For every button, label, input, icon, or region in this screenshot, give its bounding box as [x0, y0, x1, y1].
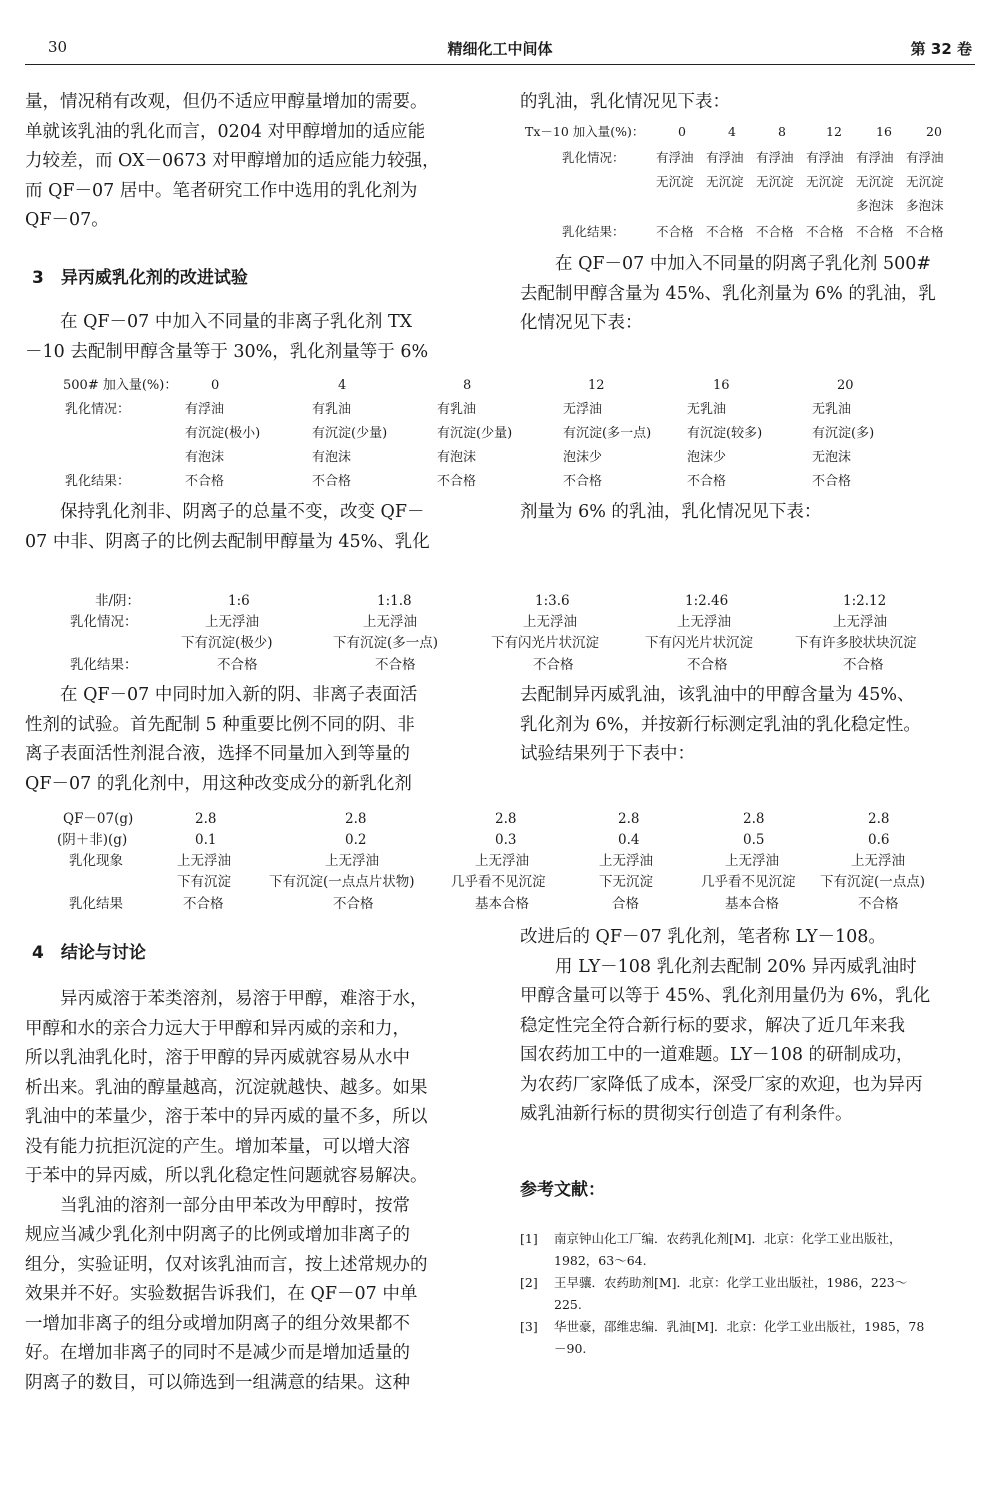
table-cell: 无沉淀 — [806, 174, 844, 189]
text-line: 量，情况稍有改观，但仍不适应甲醇量增加的需要。 — [25, 92, 428, 112]
table-cell: 8 — [463, 378, 472, 393]
table-cell: 上无浮油 — [177, 853, 231, 869]
table-cell: 下有沉淀 — [177, 874, 231, 890]
table-cell: 不合格 — [687, 657, 728, 673]
table-cell: 0 — [211, 378, 220, 393]
header-rule — [25, 64, 975, 65]
table-cell: 1:3.6 — [535, 593, 570, 609]
table-cell: 不合格 — [856, 224, 894, 239]
table-cell: 不合格 — [858, 896, 899, 912]
table-cell: 1:6 — [228, 593, 250, 609]
section-3-paragraph — [25, 308, 478, 367]
table-cell: 基本合格 — [475, 896, 529, 912]
table-cell: 1:2.46 — [685, 593, 729, 609]
table-cell: 20 — [837, 378, 854, 393]
reference-text: －90. — [554, 1341, 587, 1356]
table-ratio — [25, 590, 975, 680]
table-cell: 不合格 — [812, 474, 852, 489]
table-cell: 上无浮油 — [363, 614, 417, 630]
table-cell: 0.3 — [495, 832, 517, 848]
table-cell: 不合格 — [217, 657, 258, 673]
ratio-paragraph-right — [520, 498, 973, 528]
table-cell: 2.8 — [345, 811, 367, 827]
table-cell: 不合格 — [375, 657, 416, 673]
table-cell: 不合格 — [706, 224, 744, 239]
table-cell: 多泡沫 — [906, 198, 944, 213]
text-line: QF－07 的乳化剂中，用这种改变成分的新乳化剂 — [25, 773, 412, 794]
table-cell: 2.8 — [868, 811, 890, 827]
text-line: 乳化剂为 6%，并按新行标测定乳油的乳化稳定性。 — [520, 714, 921, 735]
table-cell: 下有许多胶状块沉淀 — [795, 635, 917, 651]
reference-text: 225. — [554, 1297, 582, 1312]
text-line: 在 QF－07 中同时加入新的阴、非离子表面活 — [25, 685, 418, 705]
text-line: 规应当减少乳化剂中阴离子的比例或增加非离子的 — [25, 1225, 410, 1245]
text-line: 威乳油新行标的贯彻实行创造了有利条件。 — [520, 1104, 853, 1124]
volume-label: 第 32 卷 — [910, 40, 972, 58]
table-qf07-mix — [25, 808, 975, 918]
table-cell: 有泡沫 — [312, 450, 352, 465]
table-cell: 有乳油 — [312, 402, 352, 417]
table-cell: 不合格 — [756, 224, 794, 239]
table-cell: 上无浮油 — [851, 853, 905, 869]
table-cell: 4 — [728, 124, 736, 139]
reference-text: 华世豪，邵维忠编．乳油[M]．北京：化学工业出版社，1985，78 — [554, 1319, 925, 1334]
table-cell: 0.4 — [618, 832, 640, 848]
text-line: 保持乳化剂非、阴离子的总量不变，改变 QF－ — [25, 502, 425, 522]
table-cell: 泡沫少 — [563, 450, 603, 465]
text-line: 甲醇和水的亲合力远大于甲醇和异丙威的亲和力， — [25, 1018, 410, 1039]
text-line: 去配制异丙威乳油，该乳油中的甲醇含量为 45%、 — [520, 685, 915, 705]
text-line: 甲醇含量可以等于 45%、乳化剂用量仍为 6%，乳化 — [520, 986, 931, 1006]
text-line: 去配制甲醇含量为 45%、乳化剂量为 6% 的乳油，乳 — [520, 283, 936, 304]
text-line: 阴离子的数目，可以筛选到一组满意的结果。这种 — [25, 1372, 410, 1393]
table-500 — [25, 374, 975, 494]
text-line: 在 QF－07 中加入不同量的阴离子乳化剂 500# — [520, 254, 932, 274]
section-4-heading: 4 结论与讨论 — [32, 943, 146, 963]
reference-list — [520, 1228, 975, 1360]
text-line: 于苯中的异丙威，所以乳化稳定性问题就容易解决。 — [25, 1166, 428, 1186]
table-cell: 无乳油 — [812, 402, 852, 417]
section-3-heading: 3 异丙威乳化剂的改进试验 — [32, 268, 248, 288]
table-cell: 无浮油 — [563, 402, 603, 417]
table-cell: 下有闪光片状沉淀 — [491, 635, 599, 651]
mix-paragraph-left — [25, 681, 478, 799]
text-line: －10 去配制甲醇含量等于 30%，乳化剂量等于 6% — [25, 341, 429, 362]
table-cell: 上无浮油 — [325, 853, 379, 869]
table-cell: 合格 — [612, 896, 639, 912]
reference-text: 王早骧．农药助剂[M]．北京：化学工业出版社，1986，223～ — [554, 1275, 908, 1290]
table-cell: 无沉淀 — [906, 174, 944, 189]
table-cell: 几乎看不见沉淀 — [701, 874, 796, 890]
reference-item — [520, 1228, 975, 1272]
table-cell: 不合格 — [333, 896, 374, 912]
row-label: 乳化现象 — [69, 853, 123, 869]
text-line: QF－07。 — [25, 210, 109, 230]
table-cell: 不合格 — [656, 224, 694, 239]
references-heading: 参考文献： — [520, 1180, 605, 1200]
row-label: 非/阴： — [95, 593, 141, 609]
table-cell: 12 — [826, 124, 842, 139]
table-cell: 有浮油 — [706, 150, 744, 165]
text-line: 效果并不好。实验数据告诉我们，在 QF－07 中单 — [25, 1284, 418, 1304]
table-tx10 — [520, 120, 980, 245]
text-line: 剂量为 6% 的乳油，乳化情况见下表： — [520, 502, 822, 522]
table-cell: 上无浮油 — [833, 614, 887, 630]
text-line: 乳油中的苯量少，溶于苯中的异丙威的量不多，所以 — [25, 1107, 428, 1127]
table-cell: 上无浮油 — [725, 853, 779, 869]
table-cell: 下有闪光片状沉淀 — [645, 635, 753, 651]
table-cell: 有沉淀(多一点) — [563, 426, 652, 441]
section-4-left — [25, 985, 478, 1398]
table-cell: 不合格 — [687, 474, 727, 489]
table-cell: 不合格 — [563, 474, 603, 489]
text-line: 单就该乳油的乳化而言，0204 对甲醇增加的适应能 — [25, 121, 426, 142]
row-label: 乳化情况： — [562, 150, 625, 165]
table-cell: 0.2 — [345, 832, 367, 848]
text-line: 好。在增加非离子的同时不是减少而是增加适量的 — [25, 1343, 410, 1363]
text-line: 稳定性完全符合新行标的要求，解决了近几年来我 — [520, 1015, 905, 1036]
text-line: 当乳油的溶剂一部分由甲苯改为甲醇时，按常 — [25, 1195, 410, 1216]
table-cell: 有浮油 — [656, 150, 694, 165]
table-cell: 不合格 — [312, 474, 352, 489]
text-line: 异丙威溶于苯类溶剂，易溶于甲醇，难溶于水， — [25, 989, 428, 1009]
text-line: 的乳油，乳化情况见下表： — [520, 92, 730, 112]
table-cell: 2.8 — [495, 811, 517, 827]
text-line: 而 QF－07 居中。笔者研究工作中选用的乳化剂为 — [25, 180, 418, 201]
table-cell: 下无沉淀 — [599, 874, 653, 890]
text-line: 组分，实验证明，仅对该乳油而言，按上述常规办的 — [25, 1254, 428, 1275]
table-cell: 2.8 — [195, 811, 217, 827]
table-cell: 多泡沫 — [856, 198, 894, 213]
table-cell: 无沉淀 — [756, 174, 794, 189]
reference-text: 南京钟山化工厂编．农药乳化剂[M]．北京：化学工业出版社， — [554, 1231, 902, 1246]
table-cell: 12 — [588, 378, 605, 393]
text-line: 改进后的 QF－07 乳化剂，笔者称 LY－108。 — [520, 927, 886, 947]
table-cell: 无沉淀 — [706, 174, 744, 189]
table-cell: 不合格 — [437, 474, 477, 489]
text-line: 一增加非离子的组分或增加阴离子的组分效果都不 — [25, 1313, 410, 1334]
table-cell: 几乎看不见沉淀 — [451, 874, 546, 890]
text-line: 07 中非、阴离子的比例去配制甲醇量为 45%、乳化 — [25, 531, 430, 552]
table-cell: 20 — [926, 124, 942, 139]
text-line: 化情况见下表： — [520, 313, 643, 333]
reference-number: [1] — [520, 1231, 538, 1246]
left-column-top-paragraph — [25, 88, 478, 236]
row-label: 500# 加入量(%)： — [63, 378, 178, 393]
table-cell: 有浮油 — [856, 150, 894, 165]
table-cell: 0 — [678, 124, 686, 139]
text-line: 在 QF－07 中加入不同量的非离子乳化剂 TX — [25, 312, 413, 332]
reference-text: 1982，63～64. — [554, 1253, 647, 1268]
table-cell: 有浮油 — [185, 402, 225, 417]
table-cell: 4 — [338, 378, 347, 393]
table-cell: 不合格 — [533, 657, 574, 673]
section-4-right — [520, 923, 973, 1130]
table-cell: 不合格 — [185, 474, 225, 489]
right-paragraph-500 — [520, 250, 973, 339]
row-label: (阴＋非)(g) — [57, 832, 128, 848]
row-label: 乳化结果： — [70, 657, 138, 673]
right-column-top-text — [520, 88, 973, 118]
page-number: 30 — [48, 38, 68, 56]
text-line: 所以乳油乳化时，溶于甲醇的异丙威就容易从水中 — [25, 1048, 410, 1068]
table-cell: 0.1 — [195, 832, 217, 848]
table-cell: 8 — [778, 124, 786, 139]
table-cell: 上无浮油 — [523, 614, 577, 630]
mix-paragraph-right — [520, 681, 973, 770]
table-cell: 有浮油 — [756, 150, 794, 165]
text-line: 离子表面活性剂混合液，选择不同量加入到等量的 — [25, 744, 410, 764]
table-cell: 无沉淀 — [856, 174, 894, 189]
text-line: 试验结果列于下表中： — [520, 744, 695, 764]
row-label: QF－07(g) — [63, 811, 134, 827]
table-cell: 下有沉淀(多一点) — [333, 635, 439, 651]
table-cell: 16 — [876, 124, 892, 139]
row-label: 乳化情况： — [70, 614, 138, 630]
text-line: 析出来。乳油的醇量越高，沉淀就越快、越多。如果 — [25, 1077, 428, 1098]
table-cell: 0.6 — [868, 832, 890, 848]
table-cell: 有沉淀(少量) — [437, 426, 513, 441]
table-cell: 基本合格 — [725, 896, 779, 912]
table-cell: 上无浮油 — [475, 853, 529, 869]
text-line: 为农药厂家降低了成本，深受厂家的欢迎，也为异丙 — [520, 1074, 923, 1095]
reference-number: [2] — [520, 1275, 538, 1290]
table-cell: 1:1.8 — [377, 593, 412, 609]
table-cell: 无沉淀 — [656, 174, 694, 189]
table-cell: 0.5 — [743, 832, 765, 848]
row-label: 乳化结果： — [65, 474, 131, 489]
reference-item — [520, 1316, 975, 1360]
table-cell: 1:2.12 — [843, 593, 887, 609]
table-cell: 2.8 — [743, 811, 765, 827]
table-cell: 有乳油 — [437, 402, 477, 417]
text-line: 没有能力抗拒沉淀的产生。增加苯量，可以增大溶 — [25, 1136, 410, 1157]
ratio-paragraph-left — [25, 498, 478, 557]
table-cell: 不合格 — [843, 657, 884, 673]
table-cell: 有沉淀(较多) — [687, 426, 763, 441]
table-cell: 下有沉淀(一点点片状物) — [269, 874, 415, 890]
reference-number: [3] — [520, 1319, 538, 1334]
table-cell: 有沉淀(少量) — [312, 426, 388, 441]
table-cell: 无泡沫 — [812, 450, 852, 465]
table-cell: 下有沉淀(一点点) — [820, 874, 926, 890]
table-cell: 下有沉淀(极少) — [181, 635, 273, 651]
row-label: Tx－10 加入量(%)： — [525, 124, 645, 139]
table-cell: 不合格 — [906, 224, 944, 239]
text-line: 力较差，而 OX－0673 对甲醇增加的适应能力较强， — [25, 151, 440, 171]
table-cell: 16 — [713, 378, 730, 393]
table-cell: 上无浮油 — [205, 614, 259, 630]
row-label: 乳化结果 — [69, 896, 123, 912]
table-cell: 有泡沫 — [437, 450, 477, 465]
text-line: 国农药加工中的一道难题。LY－108 的研制成功， — [520, 1045, 914, 1065]
row-label: 乳化情况： — [65, 402, 131, 417]
table-cell: 上无浮油 — [677, 614, 731, 630]
table-cell: 上无浮油 — [599, 853, 653, 869]
table-cell: 有泡沫 — [185, 450, 225, 465]
text-line: 用 LY－108 乳化剂去配制 20% 异丙威乳油时 — [520, 956, 917, 977]
table-cell: 有浮油 — [806, 150, 844, 165]
table-cell: 泡沫少 — [687, 450, 727, 465]
table-cell: 有浮油 — [906, 150, 944, 165]
journal-title: 精细化工中间体 — [447, 40, 553, 58]
table-cell: 不合格 — [806, 224, 844, 239]
row-label: 乳化结果： — [562, 224, 625, 239]
table-cell: 无乳油 — [687, 402, 727, 417]
table-cell: 2.8 — [618, 811, 640, 827]
table-cell: 不合格 — [183, 896, 224, 912]
table-cell: 有沉淀(极小) — [185, 426, 261, 441]
table-cell: 有沉淀(多) — [812, 426, 875, 441]
text-line: 性剂的试验。首先配制 5 种重要比例不同的阴、非 — [25, 714, 415, 735]
reference-item — [520, 1272, 975, 1316]
